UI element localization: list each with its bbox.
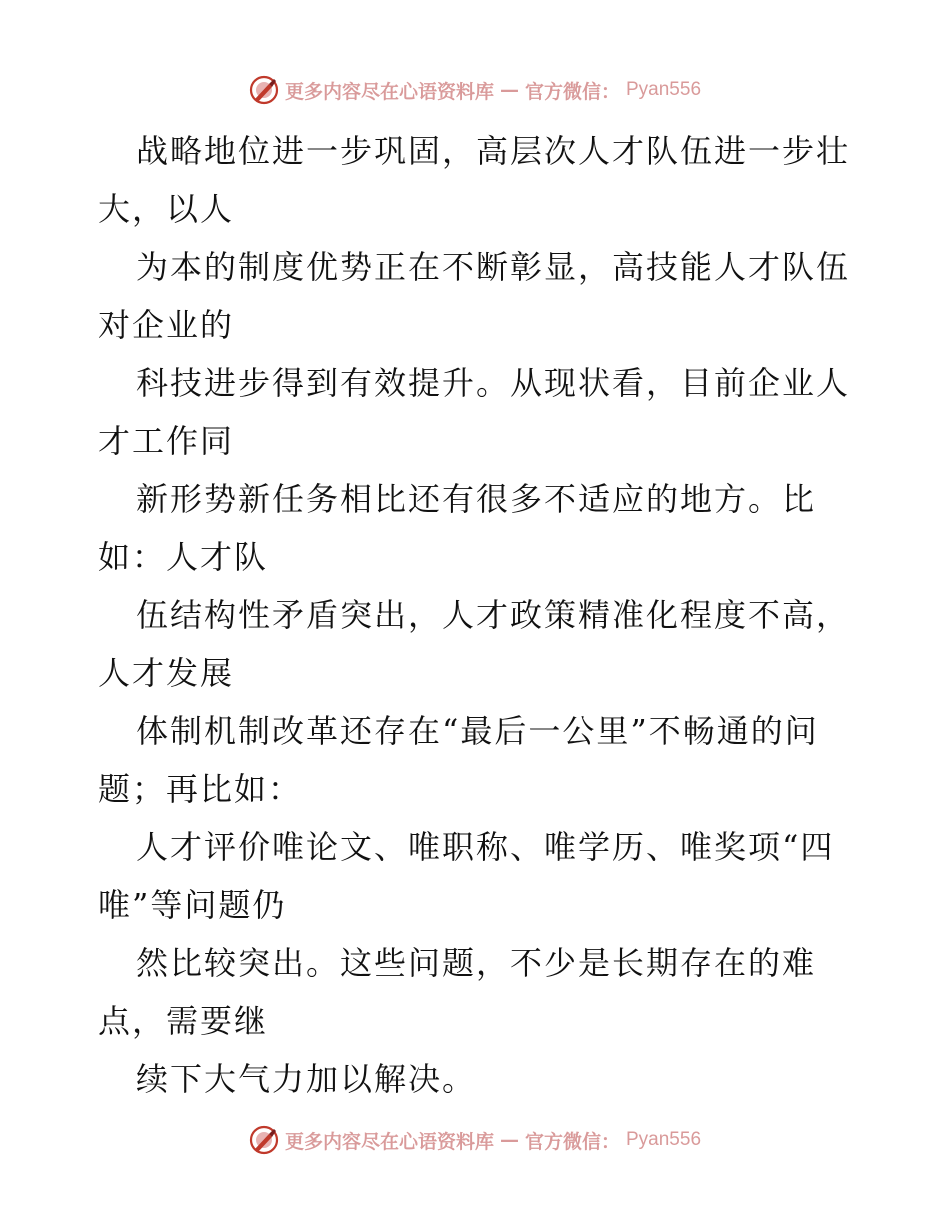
document-body <box>98 122 858 1108</box>
text-line-13: 人才评价唯论文、唯职称、唯学历、唯奖项“四 <box>136 828 835 866</box>
text-line-14: 唯”等问题仍 <box>98 886 287 924</box>
watermark-wechat-id: Pyan556 <box>626 79 702 100</box>
header-watermark <box>0 70 950 110</box>
watermark-wechat-label: 官方微信： <box>524 1130 620 1153</box>
footer-watermark <box>0 1120 950 1160</box>
text-line-17: 续下大气力加以解决。 <box>136 1060 477 1098</box>
text-line-6: 才工作同 <box>98 422 235 460</box>
text-line-2: 大，以人 <box>98 190 235 228</box>
watermark-wechat-label: 官方微信： <box>524 80 620 103</box>
text-line-11: 体制机制改革还存在“最后一公里”不畅通的问 <box>136 712 819 750</box>
text-line-10: 人才发展 <box>98 654 235 692</box>
watermark-brand: 更多内容尽在心语资料库 <box>284 1130 494 1153</box>
text-line-9: 伍结构性矛盾突出，人才政策精准化程度不高， <box>136 596 851 634</box>
text-line-8: 如：人才队 <box>98 538 269 576</box>
seal-pen-logo-icon <box>249 75 279 105</box>
watermark-brand: 更多内容尽在心语资料库 <box>284 80 494 103</box>
text-line-12: 题；再比如： <box>98 770 303 808</box>
watermark-dash: — <box>499 79 519 101</box>
text-line-4: 对企业的 <box>98 306 235 344</box>
text-line-5: 科技进步得到有效提升。从现状看，目前企业人 <box>136 364 851 402</box>
paragraph <box>98 122 858 1108</box>
text-line-15: 然比较突出。这些问题，不少是长期存在的难 <box>136 944 817 982</box>
text-line-3: 为本的制度优势正在不断彰显，高技能人才队伍 <box>136 248 851 286</box>
seal-pen-logo-icon <box>249 1125 279 1155</box>
text-line-16: 点，需要继 <box>98 1002 269 1040</box>
text-line-7: 新形势新任务相比还有很多不适应的地方。比 <box>136 480 817 518</box>
watermark-wechat-id: Pyan556 <box>626 1129 702 1150</box>
text-line-1: 战略地位进一步巩固，高层次人才队伍进一步壮 <box>136 132 851 170</box>
watermark-dash: — <box>499 1129 519 1151</box>
